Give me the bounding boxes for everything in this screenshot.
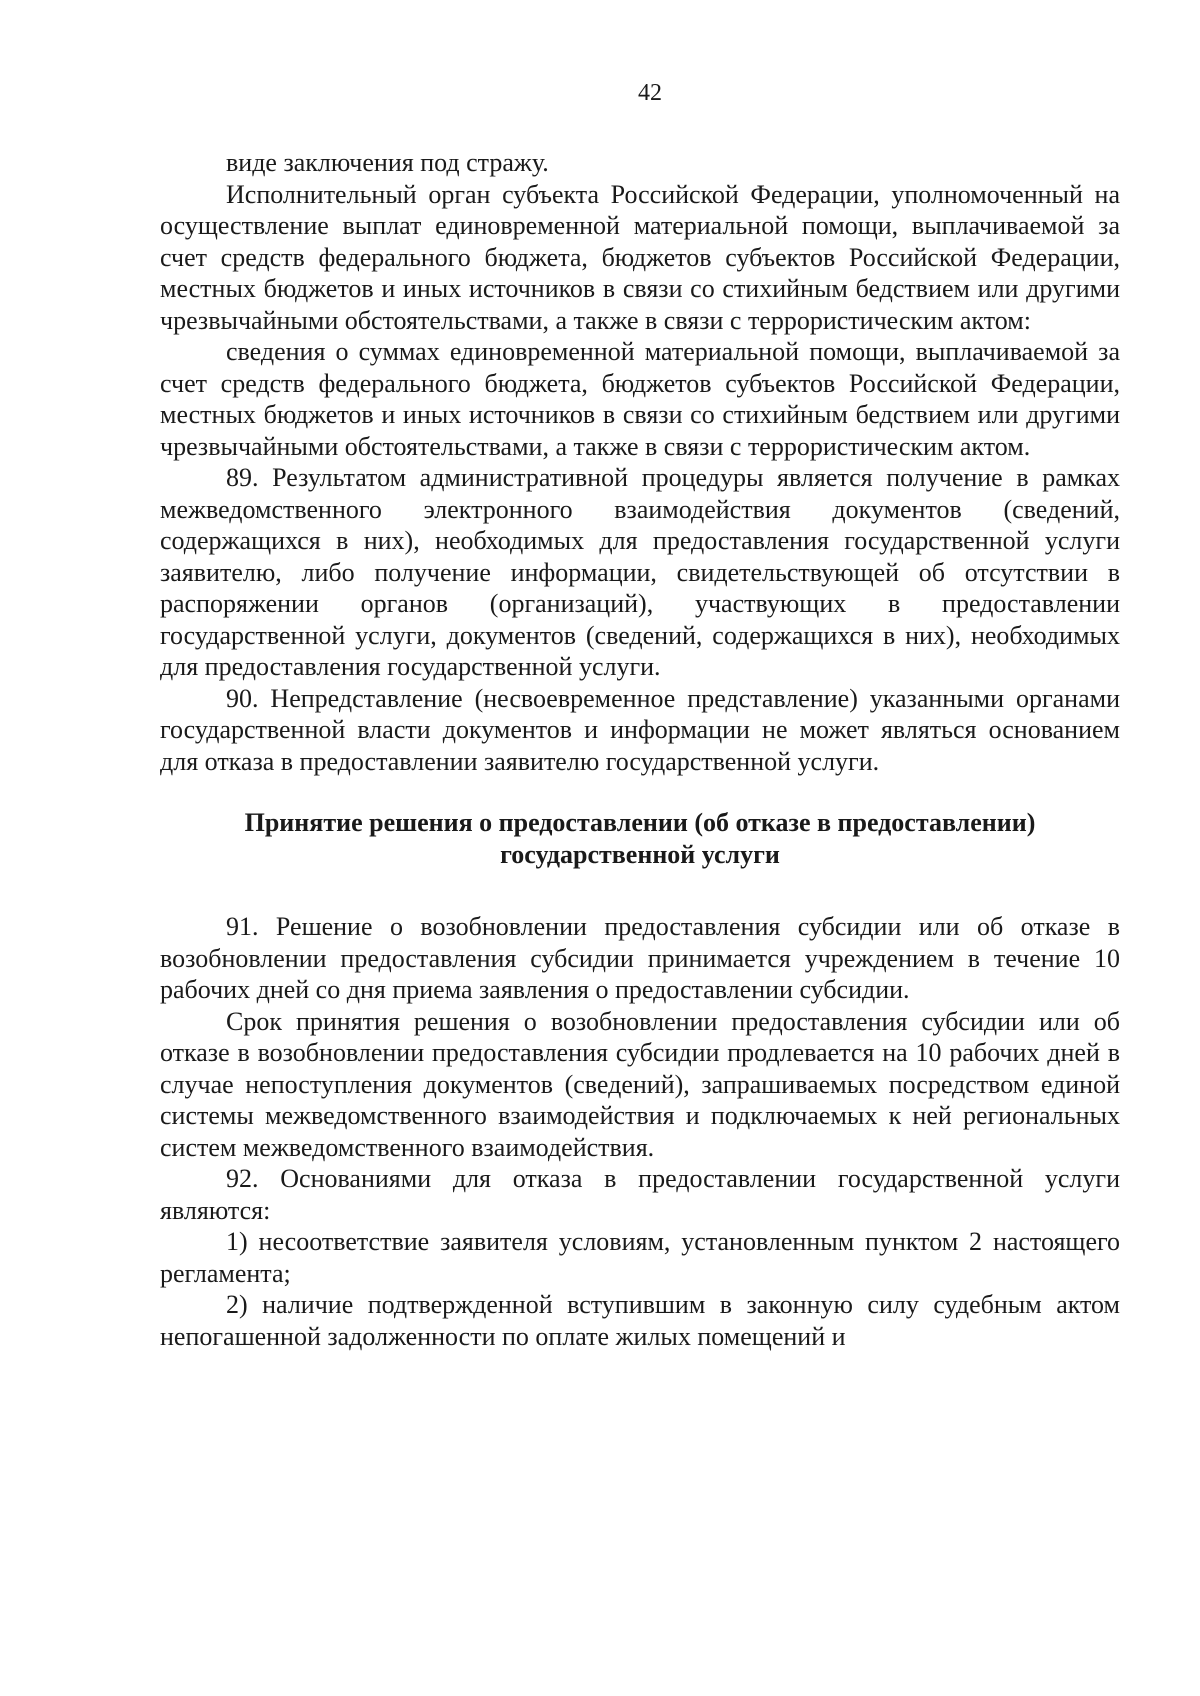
section-heading (160, 807, 1120, 871)
list-item-2: 2) наличие подтвержденной вступившим в законную силу судебным актом непогашенной задолженности по оплате жилых помещений и (160, 1290, 1120, 1351)
list-item-1: 1) несоответствие заявителя условиям, установленным пунктом 2 настоящего регламента; (160, 1227, 1120, 1288)
section-heading-line2: государственной услуги (500, 840, 780, 869)
paragraph-90: 90. Непредставление (несвоевременное представление) указанными органами государственной власти документов и информации не может являться основанием для отказа в предоставлении заявителю государственной услуги. (160, 683, 1120, 776)
paragraph-executive-body: Исполнительный орган субъекта Российской Федерации, уполномоченный на осуществление выплат единовременной материальной помощи, выплачиваемой за счет средств федерального бюджета, бюджетов субъектов Российской Федерации, местных бюджетов и иных источников в связи со стихийным бедствием или другими чрезвычайными обстоятельствами, а также в связи с террористическим актом: (160, 179, 1120, 335)
page-number: 42 (638, 80, 662, 106)
paragraph-92: 92. Основаниями для отказа в предоставлении государственной услуги являются: (160, 1164, 1120, 1225)
paragraph-term: Срок принятия решения о возобновлении предоставления субсидии или об отказе в возобновлении предоставления субсидии продлевается на 10 рабочих дней в случае непоступления документов (сведений), запрашиваемых посредством единой системы межведомственного взаимодействия и подключаемых к ней региональных систем межведомственного взаимодействия. (160, 1006, 1120, 1162)
paragraph-89: 89. Результатом административной процедуры является получение в рамках межведомственного электронного взаимодействия документов (сведений, содержащихся в них), необходимых для предоставления государственной услуги заявителю, либо получение информации, свидетельствующей об отсутствии в распоряжении органов (организаций), участвующих в предоставлении государственной услуги, документов (сведений, содержащихся в них), необходимых для предоставления государственной услуги. (160, 463, 1120, 681)
paragraph-information: сведения о суммах единовременной материальной помощи, выплачиваемой за счет средств федерального бюджета, бюджетов субъектов Российской Федерации, местных бюджетов и иных источников в связи со стихийным бедствием или другими чрезвычайными обстоятельствами, а также в связи с террористическим актом. (160, 337, 1120, 461)
paragraph-continuation: виде заключения под стражу. (226, 148, 549, 177)
section-heading-line1: Принятие решения о предоставлении (об отказе в предоставлении) (244, 808, 1036, 837)
paragraph-91: 91. Решение о возобновлении предоставления субсидии или об отказе в возобновлении предоставления субсидии принимается учреждением в течение 10 рабочих дней со дня приема заявления о предоставлении субсидии. (160, 912, 1120, 1004)
